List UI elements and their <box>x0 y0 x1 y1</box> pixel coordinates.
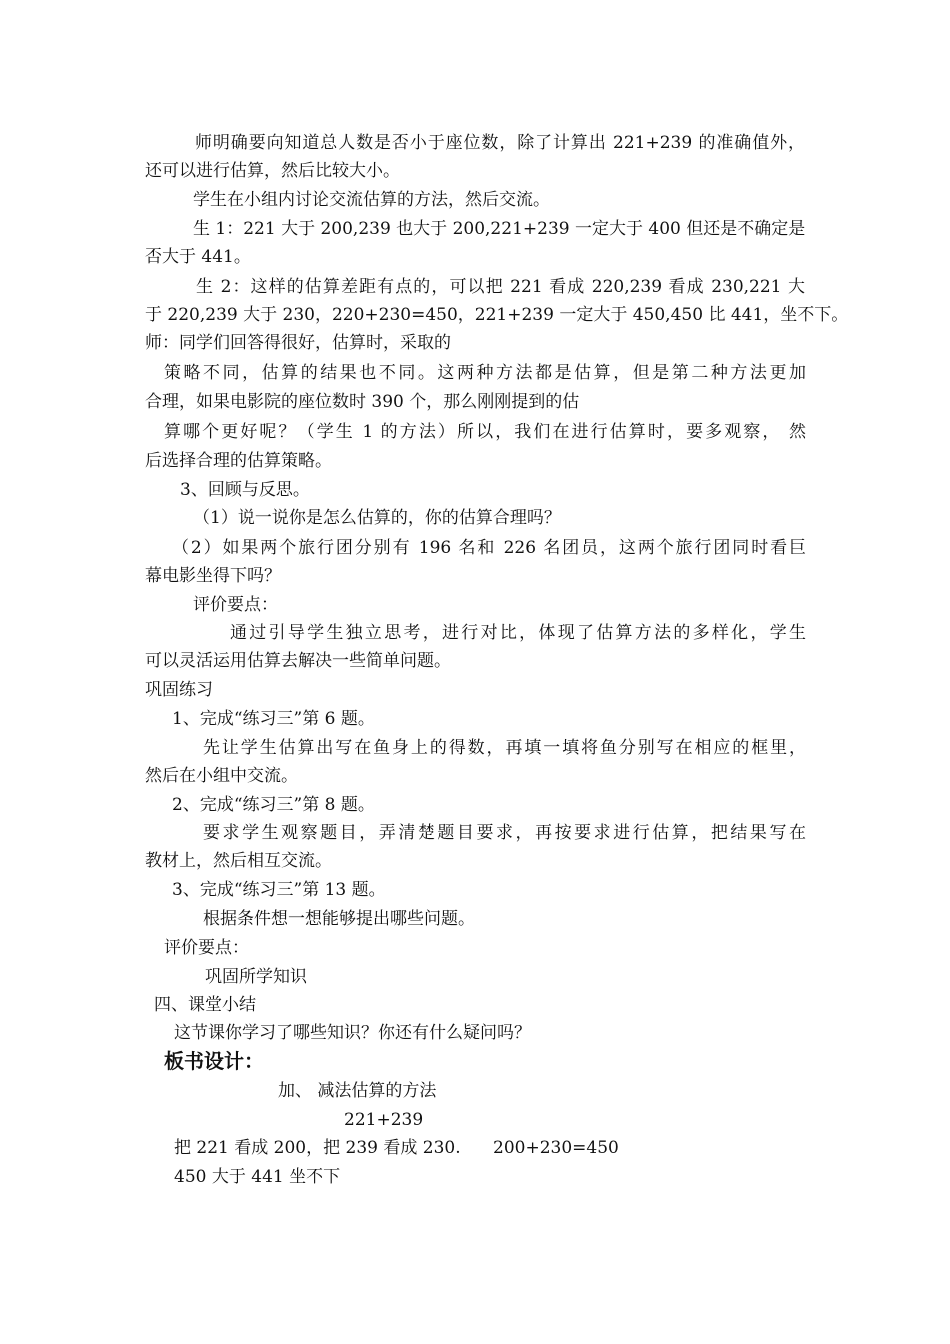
evaluation-label: 评价要点： <box>164 938 249 958</box>
board-line: 450 大于 441 坐不下 <box>174 1167 341 1187</box>
paragraph-line: 策略不同，估算的结果也不同。这两种方法都是估算，但是第二种方法更加 <box>164 363 806 383</box>
paragraph-line: 师明确要向知道总人数是否小于座位数，除了计算出 221+239 的准确值外， <box>195 133 805 153</box>
board-line: 把 221 看成 200，把 239 看成 230. <box>174 1138 461 1158</box>
board-line: 200+230=450 <box>493 1138 619 1158</box>
paragraph-line: 后选择合理的估算策略。 <box>145 451 332 471</box>
paragraph-line: 这节课你学习了哪些知识？你还有什么疑问吗？ <box>174 1023 531 1043</box>
exercise-item: 3、完成“练习三”第 13 题。 <box>172 880 386 900</box>
paragraph-line: 教材上，然后相互交流。 <box>145 851 332 871</box>
board-design-heading: 板书设计： <box>164 1049 264 1073</box>
paragraph-line: 巩固所学知识 <box>205 967 307 987</box>
question-line: 幕电影坐得下吗？ <box>145 566 281 586</box>
paragraph-line: 于 220,239 大于 230，220+230=450，221+239 一定大于 450,450 比 441，坐不下。 <box>145 305 849 325</box>
paragraph-line: 先让学生估算出写在鱼身上的得数，再填一填将鱼分别写在相应的框里， <box>203 738 806 758</box>
paragraph-line: 还可以进行估算，然后比较大小。 <box>145 161 400 181</box>
question-line: （2）如果两个旅行团分别有 196 名和 226 名团员，这两个旅行团同时看巨 <box>172 538 806 558</box>
section-heading: 四、课堂小结 <box>154 995 256 1015</box>
paragraph-line: 通过引导学生独立思考，进行对比，体现了估算方法的多样化，学生 <box>230 623 806 643</box>
exercise-item: 1、完成“练习三”第 6 题。 <box>172 709 375 729</box>
board-title: 加、 减法估算的方法 <box>278 1081 437 1101</box>
paragraph-line: 然后在小组中交流。 <box>145 766 298 786</box>
paragraph-line: 生 2：这样的估算差距有点的，可以把 221 看成 220,239 看成 230,221 大 <box>196 277 805 297</box>
paragraph-line: 生 1：221 大于 200,239 也大于 200,221+239 一定大于 400 但还是不确定是 <box>193 219 806 239</box>
paragraph-line: 学生在小组内讨论交流估算的方法，然后交流。 <box>193 190 550 210</box>
question-line: （1）说一说你是怎么估算的，你的估算合理吗？ <box>193 508 561 528</box>
paragraph-line: 可以灵活运用估算去解决一些简单问题。 <box>145 651 451 671</box>
exercise-item: 2、完成“练习三”第 8 题。 <box>172 795 375 815</box>
paragraph-line: 算哪个更好呢？（学生 1 的方法）所以，我们在进行估算时，要多观察， 然 <box>164 422 806 442</box>
evaluation-label: 评价要点： <box>193 595 278 615</box>
paragraph-line: 合理，如果电影院的座位数时 390 个，那么刚刚提到的估 <box>145 392 580 412</box>
paragraph-line: 要求学生观察题目，弄清楚题目要求，再按要求进行估算，把结果写在 <box>203 823 806 843</box>
board-expression: 221+239 <box>344 1110 424 1130</box>
section-heading: 3、回顾与反思。 <box>180 480 310 500</box>
section-heading: 巩固练习 <box>145 680 213 700</box>
paragraph-line: 根据条件想一想能够提出哪些问题。 <box>203 909 475 929</box>
paragraph-line: 否大于 441。 <box>145 247 251 267</box>
paragraph-line: 师：同学们回答得很好，估算时，采取的 <box>145 333 451 353</box>
